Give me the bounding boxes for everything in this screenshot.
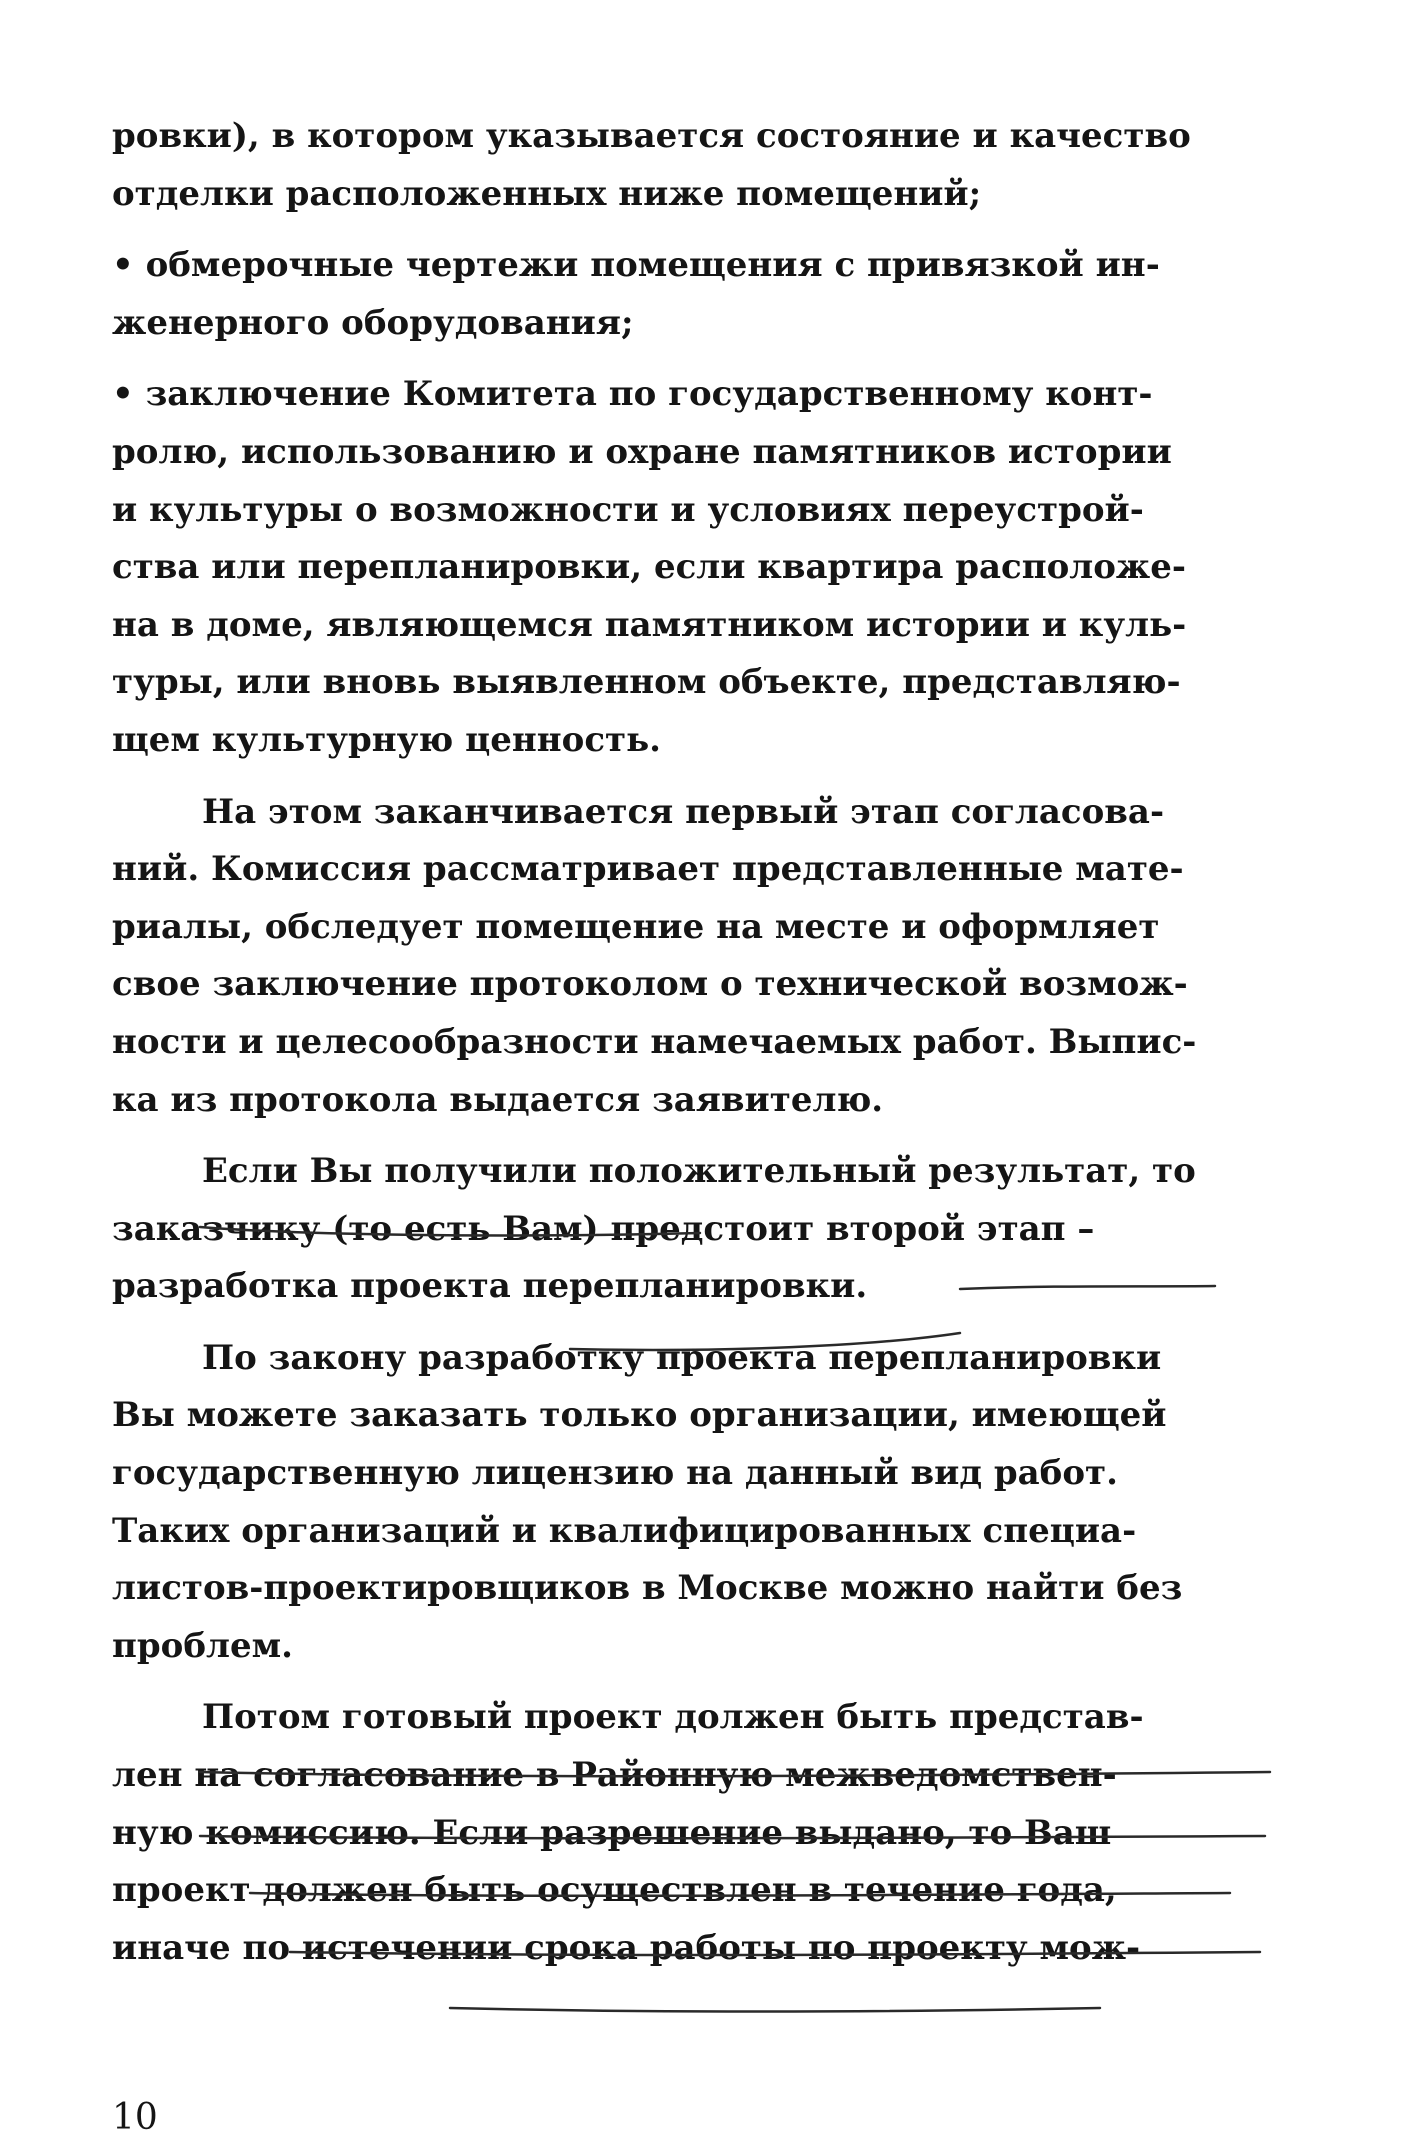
text-line: проблем. (112, 1625, 293, 1666)
text-line: отделки расположенных ниже помещений; (112, 173, 982, 214)
paragraph-first-line: Потом готовый проект должен быть представ- (202, 1697, 1144, 1738)
text-line: ства или перепланировки, если квартира расположе- (112, 547, 1187, 588)
text-line: свое заключение протоколом о технической возмож- (112, 964, 1188, 1005)
paragraph-first-line: На этом заканчивается первый этап согласова- (202, 791, 1165, 832)
text-line: и культуры о возможности и условиях переустрой- (112, 489, 1144, 530)
text-line: женерного оборудования; (112, 302, 634, 343)
text-line: туры, или вновь выявленном объекте, представляю- (112, 662, 1181, 703)
text-line: ролю, использованию и охране памятников истории (112, 431, 1172, 472)
text-line: Вы можете заказать только организации, имеющей (112, 1395, 1167, 1436)
text-line: на в доме, являющемся памятником истории и куль- (112, 604, 1187, 645)
paragraph-first-line: По закону разработку проекта перепланировки (202, 1337, 1162, 1378)
text-line: заказчику (то есть Вам) предстоит второй этап – (112, 1208, 1095, 1249)
text-line: ную комиссию. Если разрешение выдано, то Ваш (112, 1812, 1112, 1853)
text-line: ка из протокола выдается заявителю. (112, 1079, 884, 1120)
text-line: иначе по истечении срока работы по проекту мож- (112, 1927, 1141, 1968)
text-line: щем культурную ценность. (112, 719, 661, 760)
pen-underline (450, 2008, 1100, 2011)
bullet-line: • заключение Комитета по государственному конт- (112, 374, 1153, 415)
text-line: листов-проектировщиков в Москве можно найти без (112, 1568, 1183, 1609)
text-line: разработка проекта перепланировки. (112, 1266, 868, 1307)
text-line: проект должен быть осуществлен в течение года, (112, 1870, 1117, 1911)
page-number: 10 (112, 2097, 158, 2138)
text-line: ний. Комиссия рассматривает представленные мате- (112, 849, 1184, 890)
text-line: государственную лицензию на данный вид работ. (112, 1453, 1118, 1494)
text-line: лен на согласование в Районную межведомствен- (112, 1755, 1117, 1796)
paragraph-first-line: Если Вы получили положительный результат, то (202, 1151, 1196, 1192)
page-text (112, 108, 1292, 1977)
text-line: ности и целесообразности намечаемых работ. Выпис- (112, 1021, 1197, 1062)
bullet-line: • обмерочные чертежи помещения с привязкой ин- (112, 245, 1160, 286)
text-line: ровки), в котором указывается состояние и качество (112, 116, 1191, 156)
text-line: риалы, обследует помещение на месте и оформляет (112, 906, 1160, 947)
text-line: Таких организаций и квалифицированных специа- (112, 1510, 1137, 1551)
